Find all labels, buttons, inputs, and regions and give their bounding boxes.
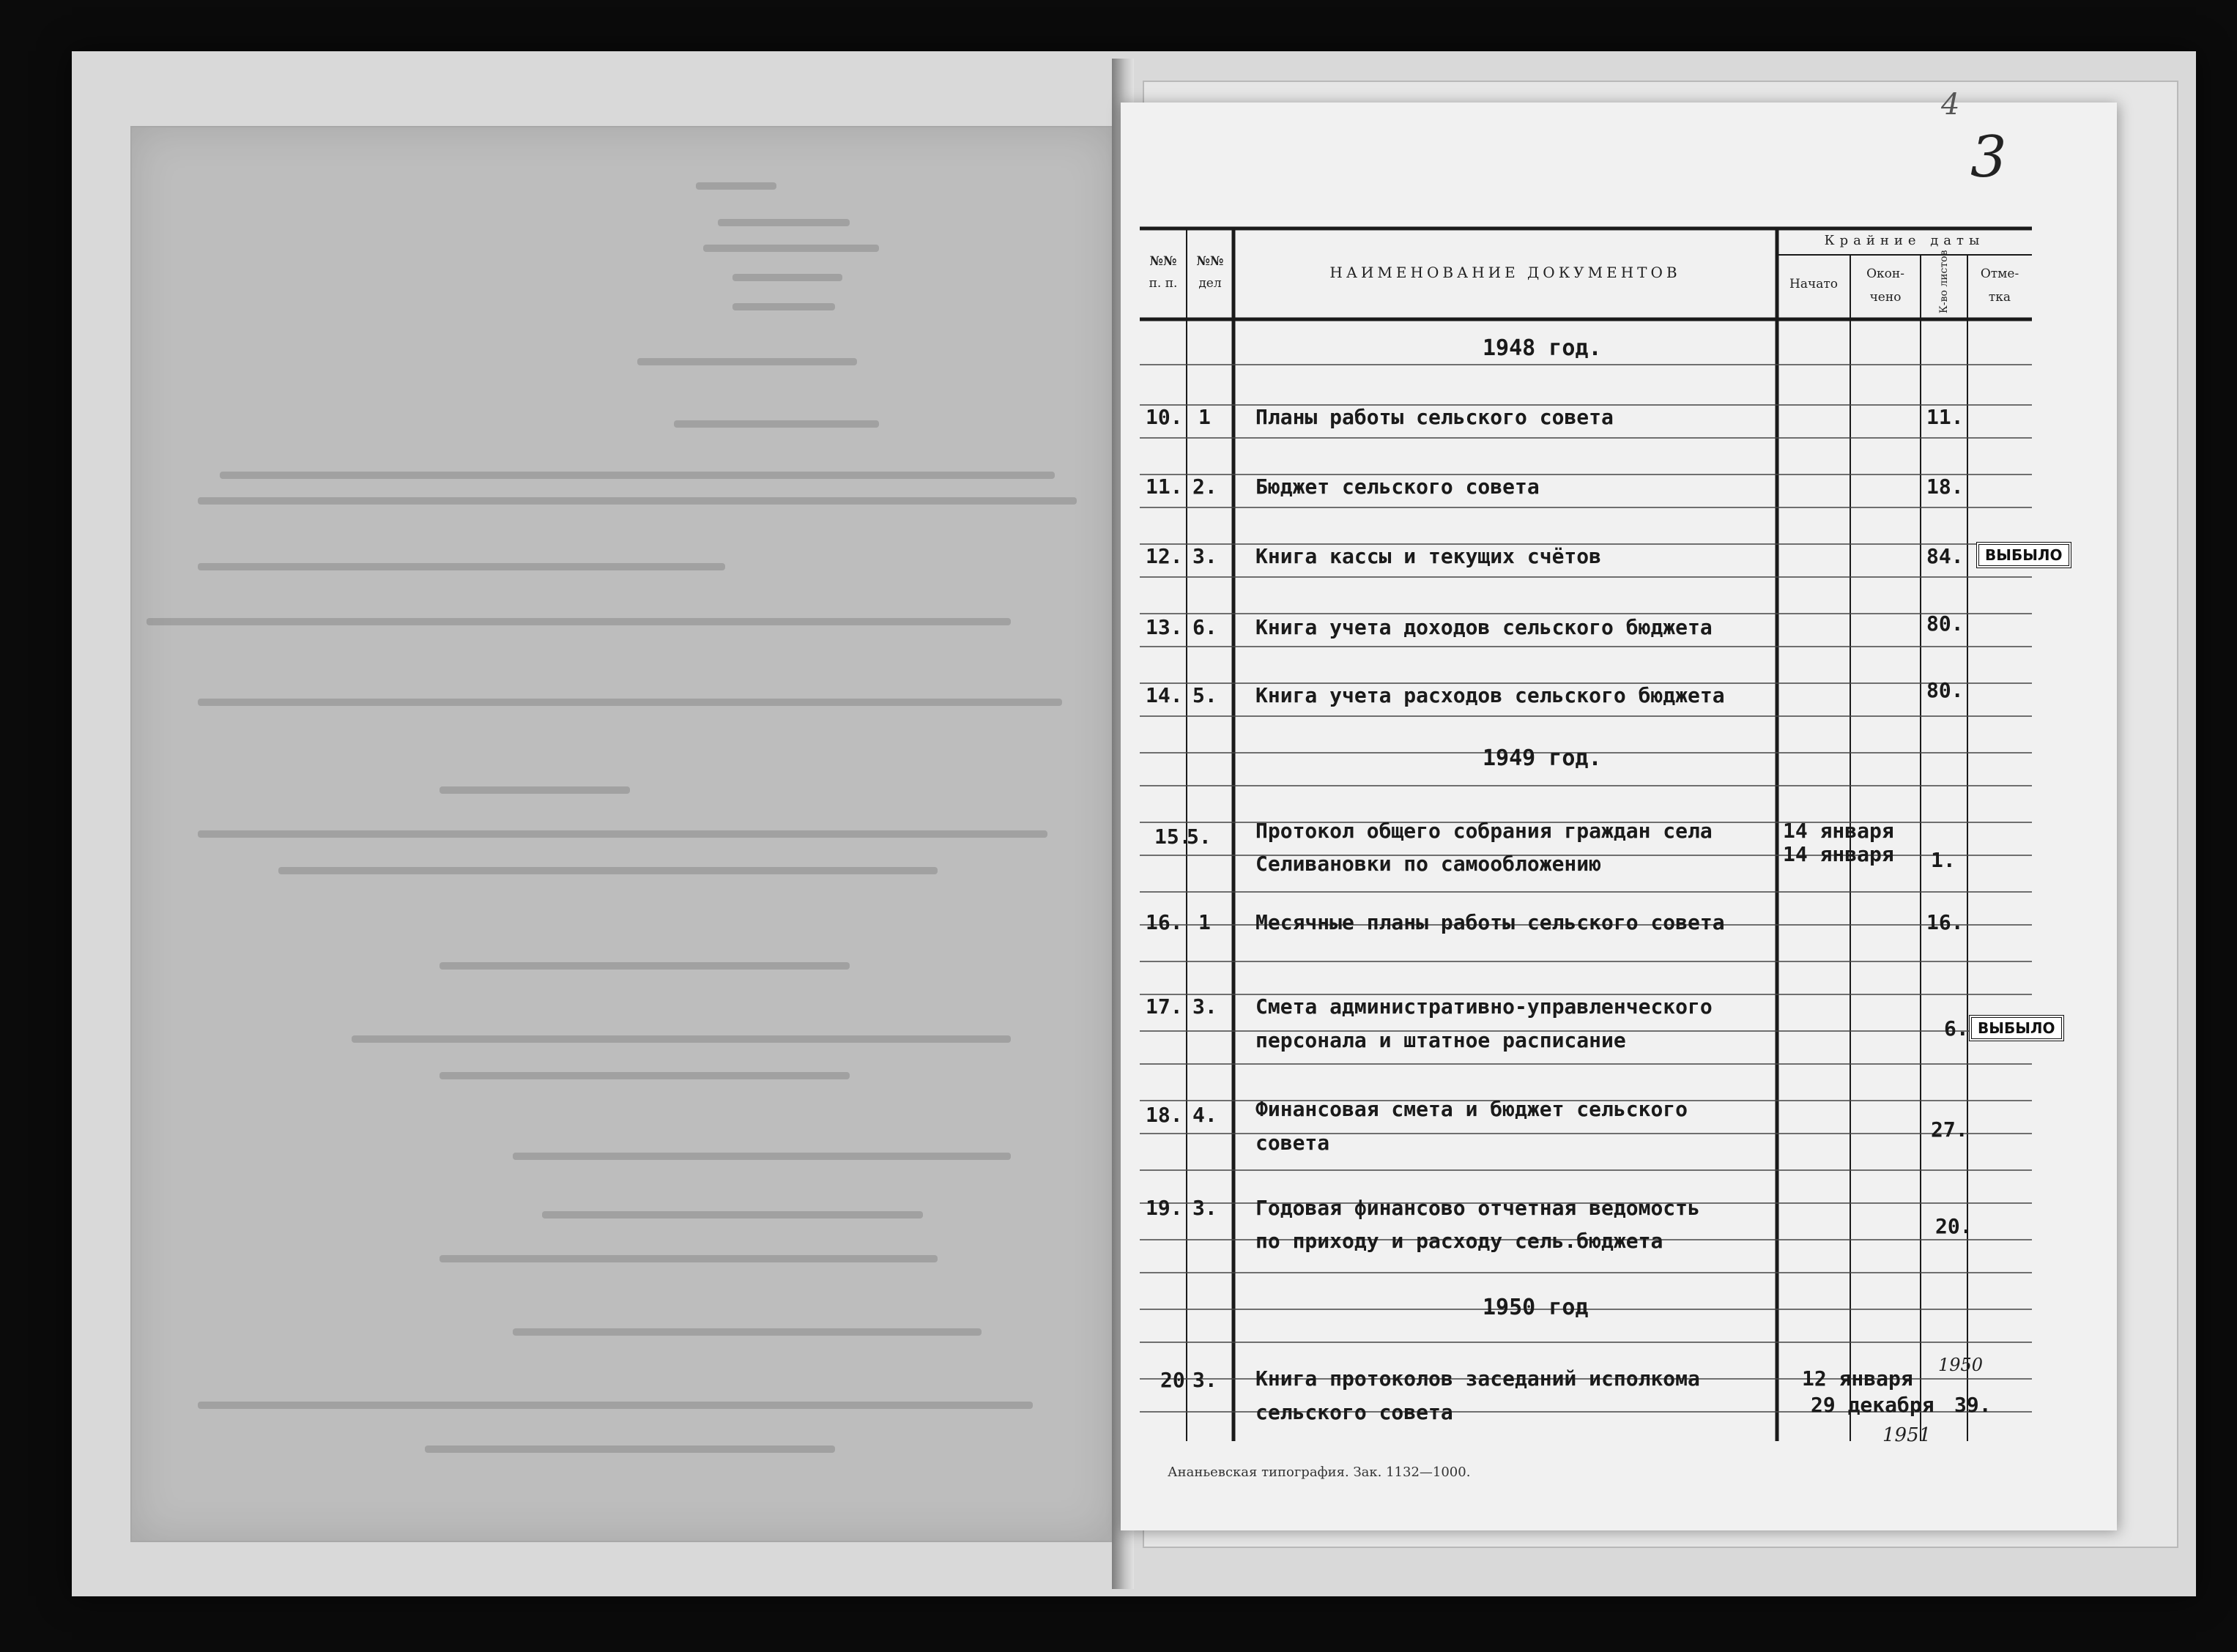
section-year: 1949 год. [1483,745,1602,771]
row-pp: 10. [1146,405,1183,429]
row-title: сельского совета [1255,1400,1453,1424]
row-del: 5. [1187,825,1212,849]
row-title: Книга учета доходов сельского бюджета [1255,615,1713,639]
row-start: 14 января [1783,819,1894,843]
row-title: Годовая финансово отчетная ведомость [1255,1196,1700,1220]
note-stamp: ВЫБЫЛО [1976,542,2071,568]
row-sheets: 16. [1926,910,1964,934]
row-pp: 16. [1146,910,1183,934]
header-sheets-count: К-во листов [1938,250,1950,313]
row-pp: 11. [1146,475,1183,499]
header-nn-pp-line1: №№ [1149,254,1177,269]
row-pp: 20 [1160,1368,1185,1392]
header-note [1967,262,2032,309]
row-sheets: 1. [1931,848,1956,872]
row-title: Селивановки по самообложению [1255,852,1602,876]
header-end [1850,262,1921,309]
row-sheets: 27. [1931,1117,1968,1142]
row-del: 6. [1192,615,1217,639]
row-del: 3. [1192,994,1217,1019]
note-stamp: ВЫБЫЛО [1969,1015,2064,1041]
left-page-blank-reverse [130,126,1115,1542]
row-title: Финансовая смета и бюджет сельского [1255,1097,1688,1121]
row-title: Протокол общего собрания граждан села [1255,819,1713,843]
row-start: 14 января [1783,842,1894,866]
row-pp: 12. [1146,544,1183,568]
inventory-table [1140,226,2032,1446]
row-del: 1 [1198,910,1211,934]
row-title: по приходу и расходу сель.бюджета [1255,1229,1663,1253]
row-sheets: 39. [1954,1393,1992,1417]
row-title: Книга кассы и текущих счётов [1255,544,1602,568]
header-nn-pp [1140,250,1187,294]
row-sheets: 11. [1926,405,1964,429]
row-title: Книга протоколов заседаний исполкома [1255,1366,1700,1391]
row-title: персонала и штатное расписание [1255,1028,1626,1052]
row-sheets: 6. [1944,1016,1969,1041]
row-del: 3. [1192,1196,1217,1220]
section-year: 1950 год [1483,1295,1589,1320]
corner-mark: 4 [1941,88,1960,122]
row-sheets: 80. [1926,678,1964,702]
row-sheets: 18. [1926,475,1964,499]
row-title: Месячные планы работы сельского совета [1255,910,1725,934]
row-pp: 15. [1154,825,1192,849]
row-title: Планы работы сельского совета [1255,405,1614,429]
header-end-line2: чено [1869,290,1902,305]
handwritten-year: 1950 [1938,1355,1984,1375]
header-nn-del [1187,250,1233,294]
handwritten-year: 1951 [1882,1424,1932,1446]
header-extreme-dates: Крайние даты [1824,233,1985,248]
section-year: 1948 год. [1483,335,1602,361]
row-pp: 18. [1146,1103,1183,1127]
row-title: Бюджет сельского совета [1255,475,1540,499]
row-title: Смета административно-управленческого [1255,994,1713,1019]
row-end: 29 декабря [1811,1393,1934,1417]
row-del: 3. [1192,544,1217,568]
row-pp: 13. [1146,615,1183,639]
row-del: 1 [1198,405,1211,429]
row-sheets: 84. [1926,544,1964,568]
row-pp: 14. [1146,683,1183,707]
header-start: Начато [1789,277,1838,291]
sheet-number-handwritten: 3 [1970,124,2007,190]
row-pp: 19. [1146,1196,1183,1220]
row-del: 5. [1192,683,1217,707]
row-pp: 17. [1146,994,1183,1019]
header-nn-pp-line2: п. п. [1149,276,1178,291]
printer-footer: Ананьевская типография. Зак. 1132—1000. [1168,1465,1471,1480]
row-del: 2. [1192,475,1217,499]
row-sheets: 80. [1926,611,1964,636]
row-title: Книга учета расходов сельского бюджета [1255,683,1725,707]
row-sheets: 20. [1935,1214,1973,1238]
header-note-line2: тка [1988,290,2011,305]
header-nn-del-line2: дел [1198,276,1222,291]
row-start: 12 января [1802,1366,1913,1391]
header-end-line1: Окон- [1866,267,1904,281]
row-title: совета [1255,1131,1330,1155]
header-nn-del-line1: №№ [1196,254,1224,269]
row-del: 3. [1192,1368,1217,1392]
header-note-line1: Отме- [1980,267,2019,281]
row-del: 4. [1192,1103,1217,1127]
header-document-title: НАИМЕНОВАНИЕ ДОКУМЕНТОВ [1329,264,1681,281]
